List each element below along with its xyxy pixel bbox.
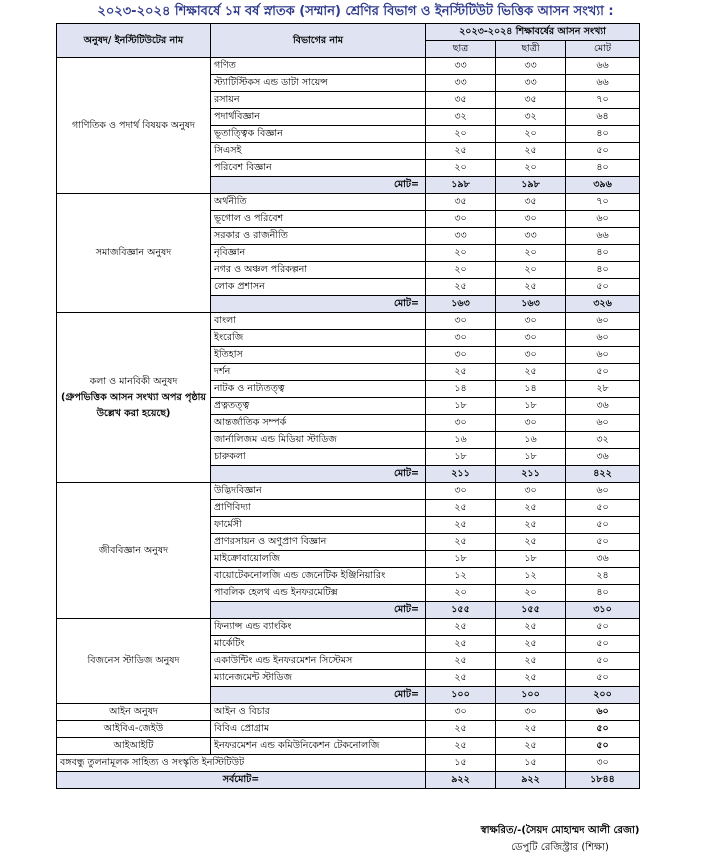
female-seats: ৩৩	[496, 75, 566, 92]
total-seats: ৫০	[566, 738, 640, 755]
female-seats: ১৮	[496, 398, 566, 415]
total-seats: ৬৪	[566, 109, 640, 126]
table-row	[57, 313, 640, 330]
total-seats: ৭০	[566, 194, 640, 211]
total-seats: ৪০	[566, 262, 640, 279]
male-seats: ২০	[426, 262, 496, 279]
female-seats: ১২	[496, 568, 566, 585]
signature-name: স্বাক্ষরিত/-(সৈয়দ মোহাম্মদ আলী রেজা)	[480, 825, 640, 836]
female-seats: ৩০	[496, 330, 566, 347]
male-seats: ৩০	[426, 347, 496, 364]
total-seats: ৫০	[566, 670, 640, 687]
department-name: পরিবেশ বিজ্ঞান	[211, 160, 426, 177]
faculty-cell	[57, 619, 211, 704]
total-seats: ৪০	[566, 245, 640, 262]
male-seats: ৩২	[426, 109, 496, 126]
female-seats: ২৫	[496, 653, 566, 670]
faculty-name: আইবিএ-জেইউ	[57, 721, 211, 738]
male-seats: ৩০	[426, 211, 496, 228]
department-name: ফার্মেসী	[211, 517, 426, 534]
department-name: ইংরেজি	[211, 330, 426, 347]
department-name: ফিন্যান্স এন্ড ব্যাংকিং	[211, 619, 426, 636]
table-row	[57, 483, 640, 500]
female-seats: ২৫	[496, 670, 566, 687]
table-row	[57, 721, 640, 738]
female-seats: ৩২	[496, 109, 566, 126]
male-seats: ২০	[426, 160, 496, 177]
total-seats: ৩০	[566, 755, 640, 772]
department-name: লোক প্রশাসন	[211, 279, 426, 296]
male-seats: ২৫	[426, 636, 496, 653]
department-name: মাইক্রোবায়োলজি	[211, 551, 426, 568]
female-seats: ৩০	[496, 347, 566, 364]
subtotal-female: ১৯৮	[496, 177, 566, 194]
female-seats: ২০	[496, 245, 566, 262]
male-seats: ১৬	[426, 432, 496, 449]
department-name: ম্যানেজমেন্ট স্টাডিজ	[211, 670, 426, 687]
female-seats: ১৬	[496, 432, 566, 449]
female-seats: ২৫	[496, 517, 566, 534]
subtotal-label: মোট=	[211, 687, 426, 704]
male-seats: ২৫	[426, 143, 496, 160]
department-name: গণিত	[211, 58, 426, 75]
department-name: স্ট্যাটিস্টিকস এন্ড ডাটা সায়েন্স	[211, 75, 426, 92]
table-row	[57, 738, 640, 755]
seat-table	[56, 23, 640, 789]
male-seats: ২০	[426, 585, 496, 602]
header-female: ছাত্রী	[496, 41, 566, 58]
grand-total-row	[57, 772, 640, 789]
male-seats: ৩০	[426, 483, 496, 500]
grand-total-total: ১৮৪৪	[566, 772, 640, 789]
male-seats: ৩৩	[426, 75, 496, 92]
department-name: দর্শন	[211, 364, 426, 381]
signature-designation: ডেপুটি রেজিস্ট্রার (শিক্ষা)	[511, 842, 609, 853]
department-name: রসায়ন	[211, 92, 426, 109]
total-seats: ৬৬	[566, 75, 640, 92]
total-seats: ৫০	[566, 364, 640, 381]
total-seats: ৬০	[566, 483, 640, 500]
female-seats: ২৫	[496, 500, 566, 517]
female-seats: ১৮	[496, 551, 566, 568]
male-seats: ২০	[426, 245, 496, 262]
female-seats: ৩০	[496, 704, 566, 721]
department-name: মার্কেটিং	[211, 636, 426, 653]
male-seats: ২৫	[426, 670, 496, 687]
department-name: প্রাণিবিদ্যা	[211, 500, 426, 517]
total-seats: ৫০	[566, 500, 640, 517]
faculty-name: জীববিজ্ঞান অনুষদ	[98, 544, 169, 556]
female-seats: ৩০	[496, 211, 566, 228]
male-seats: ১৫	[426, 755, 496, 772]
female-seats: ৩৫	[496, 194, 566, 211]
female-seats: ২০	[496, 126, 566, 143]
female-seats: ২৫	[496, 636, 566, 653]
total-seats: ৫০	[566, 636, 640, 653]
male-seats: ২৫	[426, 653, 496, 670]
grand-total-female: ৯২২	[496, 772, 566, 789]
male-seats: ২৫	[426, 500, 496, 517]
female-seats: ৩৫	[496, 92, 566, 109]
total-seats: ৪০	[566, 585, 640, 602]
total-seats: ২৮	[566, 381, 640, 398]
table-row	[57, 619, 640, 636]
department-name: বাংলা	[211, 313, 426, 330]
department-name: জার্নালিজম এন্ড মিডিয়া স্টাডিজ	[211, 432, 426, 449]
header-faculty: অনুষদ/ ইনস্টিটিউটের নাম	[57, 24, 211, 58]
total-seats: ৪০	[566, 160, 640, 177]
faculty-name: আইআইটি	[57, 738, 211, 755]
header-male: ছাত্র	[426, 41, 496, 58]
department-name: বায়োটেকনোলজি এন্ড জেনেটিক ইঞ্জিনিয়ারিং	[211, 568, 426, 585]
subtotal-male: ১৬৩	[426, 296, 496, 313]
subtotal-total: ৩৯৬	[566, 177, 640, 194]
female-seats: ২৫	[496, 534, 566, 551]
total-seats: ৫০	[566, 517, 640, 534]
total-seats: ৪০	[566, 126, 640, 143]
header-session: ২০২৩-২০২৪ শিক্ষাবর্ষের আসন সংখ্যা	[426, 24, 640, 41]
table-row	[57, 194, 640, 211]
faculty-cell	[57, 194, 211, 313]
male-seats: ১৮	[426, 398, 496, 415]
table-row	[57, 58, 640, 75]
header-department: বিভাগের নাম	[211, 24, 426, 58]
faculty-cell	[57, 313, 211, 483]
subtotal-label: মোট=	[211, 296, 426, 313]
table-row	[57, 755, 640, 772]
total-seats: ৫০	[566, 279, 640, 296]
male-seats: ৩০	[426, 704, 496, 721]
page-title: ২০২৩-২০২৪ শিক্ষাবর্ষে ১ম বর্ষ স্নাতক (সম্মান) শ্রেণির বিভাগ ও ইনস্টিটিউট ভিত্তিক আসন সংখ্যা :	[97, 4, 614, 19]
subtotal-total: ৪২২	[566, 466, 640, 483]
male-seats: ৩০	[426, 313, 496, 330]
faculty-name: সমাজবিজ্ঞান অনুষদ	[95, 247, 172, 258]
department-name: প্রত্নতত্ত্ব	[211, 398, 426, 415]
total-seats: ৫০	[566, 721, 640, 738]
male-seats: ৩০	[426, 330, 496, 347]
faculty-name: বিজনেস স্টাডিজ অনুষদ	[87, 655, 180, 666]
department-name: ইনফরমেশন এন্ড কমিউনিকেশন টেকনোলজি	[211, 738, 426, 755]
department-name: ভূতাত্ত্বিক বিজ্ঞান	[211, 126, 426, 143]
male-seats: ৩০	[426, 415, 496, 432]
female-seats: ২৫	[496, 143, 566, 160]
female-seats: ২০	[496, 160, 566, 177]
female-seats: ৩০	[496, 415, 566, 432]
subtotal-total: ২০০	[566, 687, 640, 704]
male-seats: ৩৫	[426, 194, 496, 211]
total-seats: ৬০	[566, 211, 640, 228]
male-seats: ১৮	[426, 551, 496, 568]
institute-name: বঙ্গবন্ধু তুলনামূলক সাহিত্য ও সংস্কৃতি ইনস্টিটিউট	[57, 755, 426, 772]
subtotal-female: ১৬৩	[496, 296, 566, 313]
male-seats: ১৮	[426, 449, 496, 466]
total-seats: ৬০	[566, 313, 640, 330]
female-seats: ২০	[496, 262, 566, 279]
department-name: ভূগোল ও পরিবেশ	[211, 211, 426, 228]
department-name: প্রাণরসায়ন ও অণুপ্রাণ বিজ্ঞান	[211, 534, 426, 551]
male-seats: ১২	[426, 568, 496, 585]
department-name: আন্তর্জাতিক সম্পর্ক	[211, 415, 426, 432]
total-seats: ৬০	[566, 704, 640, 721]
male-seats: ২৫	[426, 279, 496, 296]
female-seats: ১৫	[496, 755, 566, 772]
female-seats: ৩৩	[496, 58, 566, 75]
faculty-name: গাণিতিক ও পদার্থ বিষয়ক অনুষদ	[72, 119, 195, 131]
total-seats: ৫০	[566, 619, 640, 636]
subtotal-female: ১০০	[496, 687, 566, 704]
faculty-cell	[57, 483, 211, 619]
header-total: মোট	[566, 41, 640, 58]
faculty-name: কলা ও মানবিকী অনুষদ	[89, 375, 178, 387]
department-name: আইন ও বিচার	[211, 704, 426, 721]
female-seats: ১৮	[496, 449, 566, 466]
male-seats: ৩৫	[426, 92, 496, 109]
male-seats: ৩৩	[426, 58, 496, 75]
male-seats: ৩৩	[426, 228, 496, 245]
subtotal-label: মোট=	[211, 466, 426, 483]
total-seats: ৬০	[566, 347, 640, 364]
department-name: একাউন্টিং এন্ড ইনফরমেশন সিস্টেমস	[211, 653, 426, 670]
subtotal-male: ১৯৮	[426, 177, 496, 194]
female-seats: ৩০	[496, 483, 566, 500]
department-name: নাটক ও নাট্যতত্ত্ব	[211, 381, 426, 398]
male-seats: ২৫	[426, 721, 496, 738]
signature-block	[450, 822, 670, 856]
department-name: পদার্থবিজ্ঞান	[211, 109, 426, 126]
subtotal-label: মোট=	[211, 177, 426, 194]
total-seats: ৭০	[566, 92, 640, 109]
female-seats: ২৫	[496, 738, 566, 755]
total-seats: ৬৬	[566, 58, 640, 75]
department-name: সিএসই	[211, 143, 426, 160]
department-name: অর্থনীতি	[211, 194, 426, 211]
department-name: সরকার ও রাজনীতি	[211, 228, 426, 245]
total-seats: ৩৬	[566, 449, 640, 466]
grand-total-label: সর্বমোট=	[57, 772, 426, 789]
department-name: নৃবিজ্ঞান	[211, 245, 426, 262]
department-name: বিবিএ প্রোগ্রাম	[211, 721, 426, 738]
table-body	[57, 58, 640, 789]
male-seats: ২৫	[426, 738, 496, 755]
subtotal-male: ১০০	[426, 687, 496, 704]
male-seats: ২৫	[426, 517, 496, 534]
faculty-name: আইন অনুষদ	[57, 704, 211, 721]
total-seats: ৬৬	[566, 228, 640, 245]
subtotal-male: ২১১	[426, 466, 496, 483]
table-row	[57, 704, 640, 721]
faculty-cell	[57, 58, 211, 194]
total-seats: ৩৬	[566, 398, 640, 415]
department-name: নগর ও অঞ্চল পরিকল্পনা	[211, 262, 426, 279]
department-name: উদ্ভিদবিজ্ঞান	[211, 483, 426, 500]
female-seats: ৩৩	[496, 228, 566, 245]
male-seats: ২৫	[426, 619, 496, 636]
subtotal-total: ৩১০	[566, 602, 640, 619]
total-seats: ৬০	[566, 330, 640, 347]
subtotal-total: ৩২৬	[566, 296, 640, 313]
female-seats: ২৫	[496, 279, 566, 296]
male-seats: ২৫	[426, 364, 496, 381]
male-seats: ১৪	[426, 381, 496, 398]
female-seats: ২০	[496, 585, 566, 602]
total-seats: ৩২	[566, 432, 640, 449]
total-seats: ৫০	[566, 653, 640, 670]
female-seats: ৩০	[496, 313, 566, 330]
female-seats: ২৫	[496, 721, 566, 738]
total-seats: ৫০	[566, 534, 640, 551]
female-seats: ২৫	[496, 364, 566, 381]
department-name: চারুকলা	[211, 449, 426, 466]
faculty-note: (গ্রুপভিত্তিক আসন সংখ্যা অপর পৃষ্ঠায় উল্লেখ করা হয়েছে)	[61, 391, 206, 419]
total-seats: ২৪	[566, 568, 640, 585]
female-seats: ১৪	[496, 381, 566, 398]
male-seats: ২৫	[426, 534, 496, 551]
total-seats: ৩৬	[566, 551, 640, 568]
subtotal-female: ১৫৫	[496, 602, 566, 619]
department-name: ইতিহাস	[211, 347, 426, 364]
subtotal-female: ২১১	[496, 466, 566, 483]
total-seats: ৫০	[566, 143, 640, 160]
total-seats: ৬০	[566, 415, 640, 432]
department-name: পাবলিক হেলথ এন্ড ইনফরমেটিক্স	[211, 585, 426, 602]
subtotal-label: মোট=	[211, 602, 426, 619]
male-seats: ২০	[426, 126, 496, 143]
grand-total-male: ৯২২	[426, 772, 496, 789]
female-seats: ২৫	[496, 619, 566, 636]
subtotal-male: ১৫৫	[426, 602, 496, 619]
